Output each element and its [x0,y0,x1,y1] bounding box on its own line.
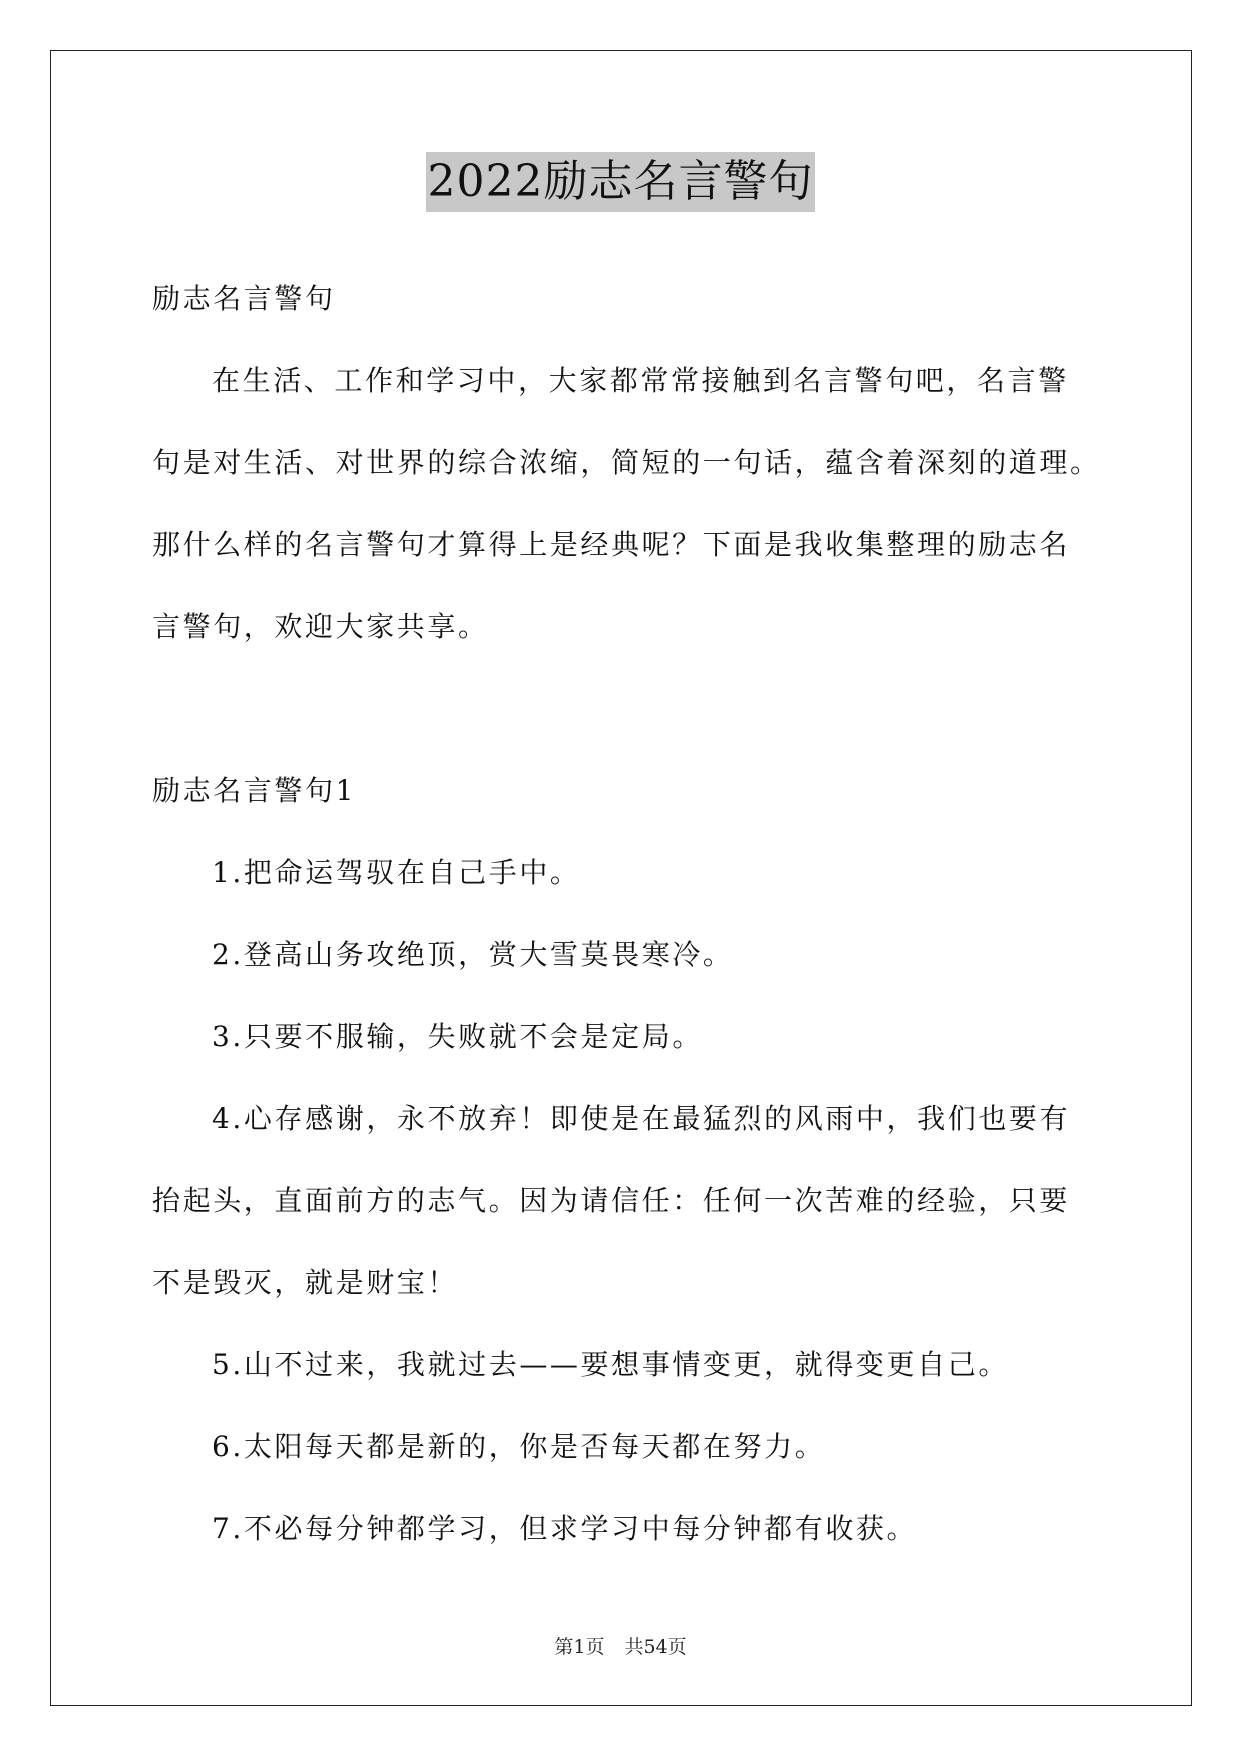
quote-item-6: 6.太阳每天都是新的，你是否每天都在努力。 [212,1430,826,1463]
document-body [152,258,1101,1570]
title-container [0,152,1241,212]
page-number: 第1页 [554,1636,605,1658]
quote-item-4-line-3: 不是毁灭，就是财宝！ [152,1266,459,1299]
quote-item-1: 1.把命运驾驭在自己手中。 [212,856,581,889]
quote-item-7: 7.不必每分钟都学习，但求学习中每分钟都有收获。 [212,1512,918,1545]
quote-item-5: 5.山不过来，我就过去——要想事情变更，就得变更自己。 [212,1348,1009,1381]
quote-item-3: 3.只要不服输，失败就不会是定局。 [212,1020,703,1053]
subtitle: 励志名言警句 [152,282,336,315]
document-title: 2022励志名言警句 [426,152,816,212]
page-total: 共54页 [624,1636,687,1658]
section-heading: 励志名言警句1 [152,774,357,807]
quote-item-4-line-2: 抬起头，直面前方的志气。因为请信任：任何一次苦难的经验，只要 [152,1184,1071,1217]
paragraph-gap [152,668,1092,750]
intro-line-4: 言警句，欢迎大家共享。 [152,610,489,643]
quote-item-2: 2.登高山务攻绝顶，赏大雪莫畏寒冷。 [212,938,734,971]
quote-item-4-line-1: 4.心存感谢，永不放弃！即使是在最猛烈的风雨中，我们也要有 [212,1102,1071,1135]
page-footer [0,1632,1241,1659]
intro-line-1: 在生活、工作和学习中，大家都常常接触到名言警句吧，名言警 [212,364,1069,397]
intro-line-2: 句是对生活、对世界的综合浓缩，简短的一句话，蕴含着深刻的道理。 [152,446,1101,479]
intro-line-3: 那什么样的名言警句才算得上是经典呢？下面是我收集整理的励志名 [152,528,1071,561]
